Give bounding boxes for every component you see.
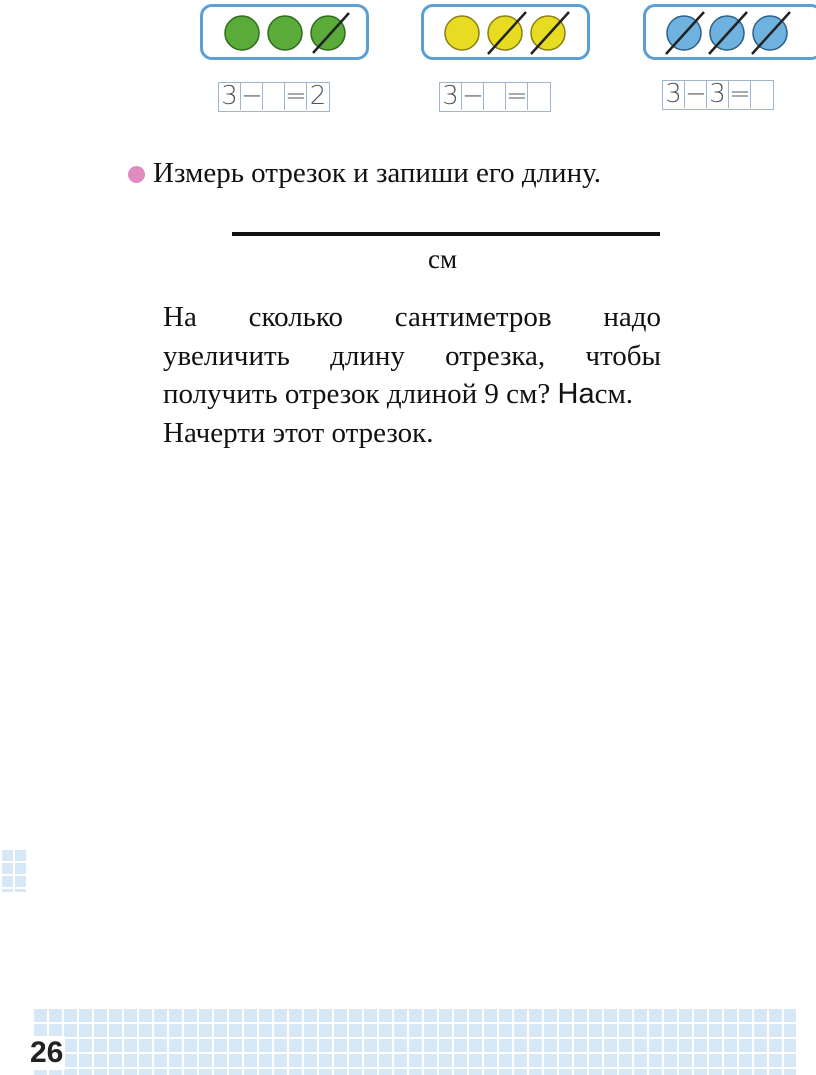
blue-circles-box [643,4,816,60]
segment-length-unit: см [428,244,458,274]
blue-circles [646,7,816,63]
task2-draw-instruction: Начерти этот отрезок. [163,416,434,449]
yellow-equation [439,82,551,112]
yellow-eq-cell-4: = [506,81,528,111]
bottom-grid-decoration [32,1007,796,1075]
green-eq-cell-5: 2 [309,81,327,111]
green-circles [203,7,372,63]
blue-eq-cell-2: − [685,79,707,109]
blue-eq-cell-3: 3 [707,81,729,108]
task2-answer-suffix: см. [594,378,634,410]
green-circles-box [200,4,369,60]
yellow-circle-1 [445,16,479,50]
yellow-eq-cell-1: 3 [440,83,462,110]
green-circle-1 [225,16,259,50]
blue-eq-result-cell[interactable] [751,81,773,108]
green-circle-3 [311,16,345,50]
blue-equation [662,80,774,110]
task2-text [163,298,661,452]
task2-question: На сколько сантиметров надо увеличить длину отрезка, чтобы получить отрезок длиной 9 см? [163,301,661,410]
yellow-eq-answer-cell[interactable] [484,83,506,110]
blue-eq-cell-4: = [729,79,751,109]
yellow-circles [424,7,593,63]
green-equation [218,82,330,112]
task1-instruction: Измерь отрезок и запиши его длину. [153,157,601,189]
yellow-circles-box [421,4,590,60]
green-eq-cell-2: − [241,81,263,111]
green-eq-cell-1: 3 [219,83,241,110]
yellow-eq-cell-2: − [462,81,484,111]
side-grid-decoration [0,848,26,892]
task2-answer-prefix: На [557,378,595,410]
page-number: 26 [30,1036,64,1069]
green-eq-answer-cell[interactable] [263,83,285,110]
task-bullet [128,166,145,183]
yellow-eq-result-cell[interactable] [528,83,550,110]
blue-eq-cell-1: 3 [663,81,685,108]
measure-segment [232,232,660,236]
green-eq-cell-4: = [285,81,307,111]
green-circle-2 [268,16,302,50]
